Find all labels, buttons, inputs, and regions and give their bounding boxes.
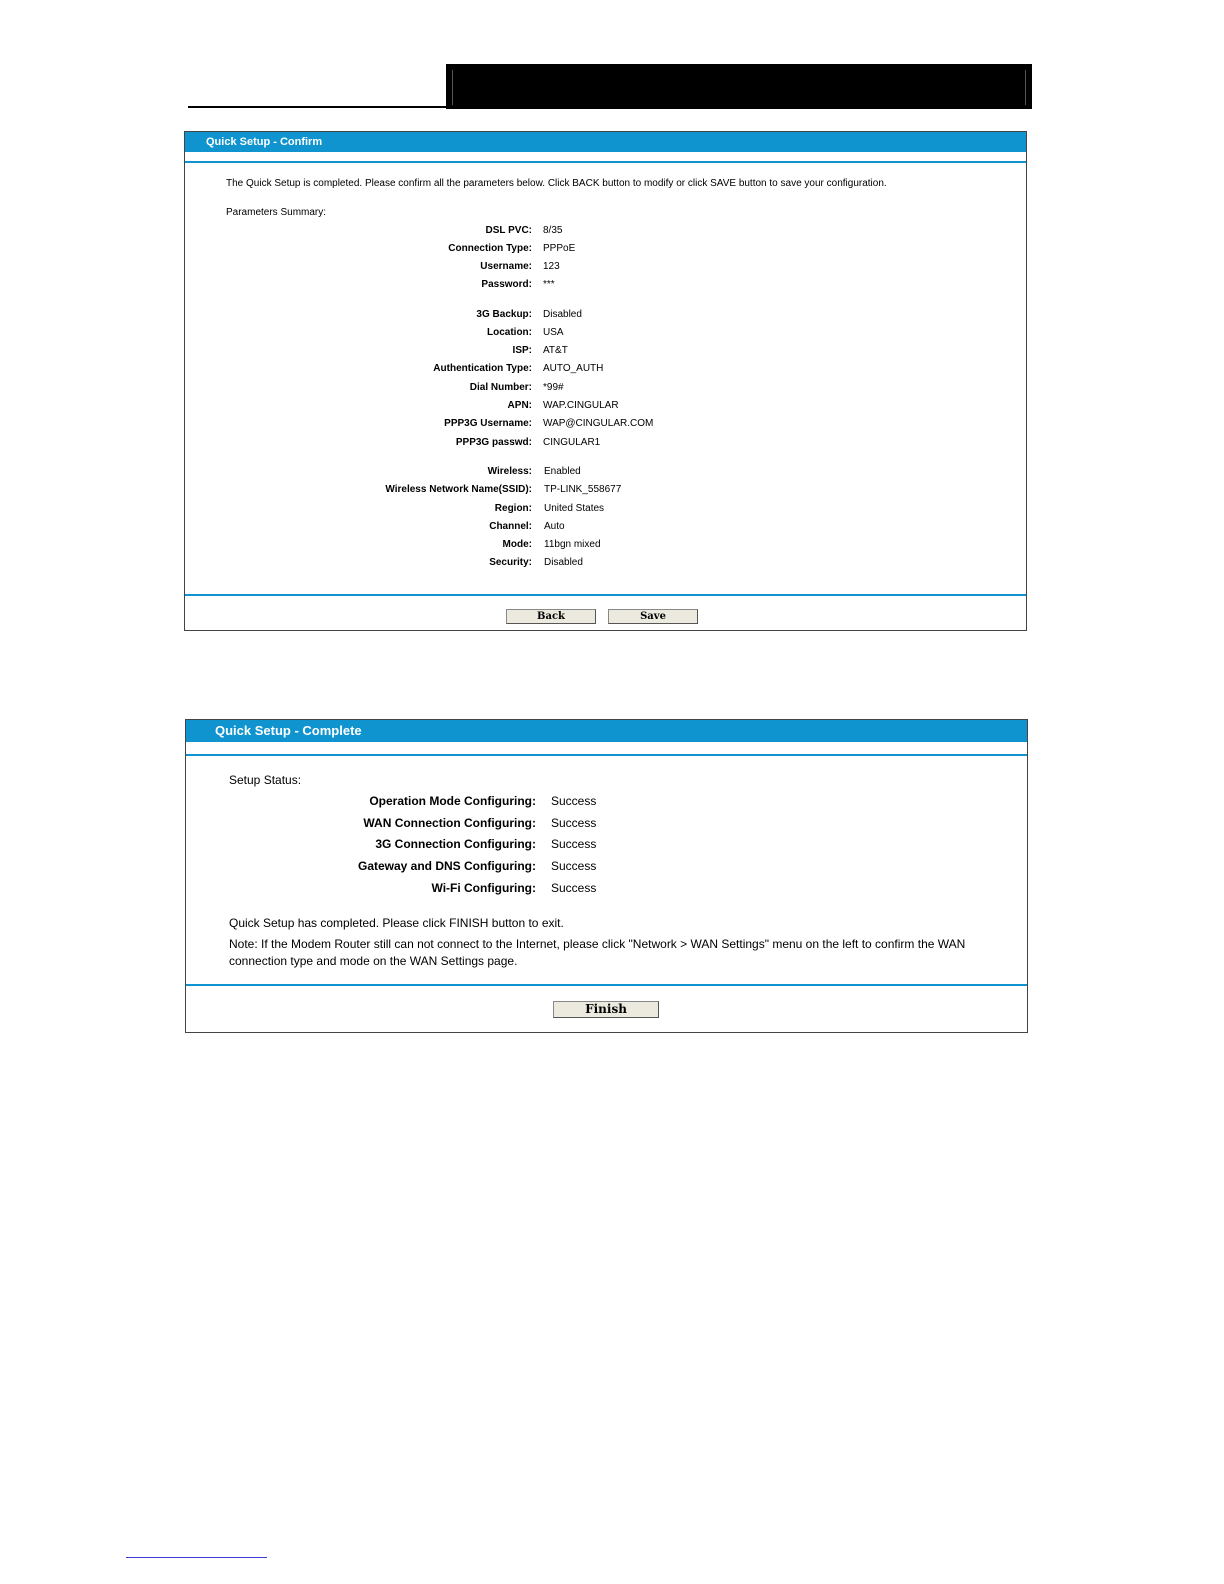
gateway-dns-status: Success	[551, 859, 597, 873]
region-label: Region:	[494, 503, 532, 514]
finish-button[interactable]: Finish	[553, 1001, 659, 1018]
dial-number-value: *99#	[543, 382, 564, 393]
ppp3g-username-value: WAP@CINGULAR.COM	[543, 418, 654, 429]
ppp3g-username-label: PPP3G Username:	[444, 418, 532, 429]
location-label: Location:	[487, 327, 532, 338]
3g-connection-label: 3G Connection Configuring:	[375, 837, 536, 851]
ssid-value: TP-LINK_558677	[544, 484, 622, 495]
username-value: 123	[543, 261, 560, 272]
note-line-2: connection type and mode on the WAN Settings page.	[229, 954, 518, 968]
security-value: Disabled	[544, 557, 583, 568]
header-bar	[446, 64, 1032, 109]
confirm-intro: The Quick Setup is completed. Please confirm all the parameters below. Click BACK button to modify or click SAVE button to save your configuration.	[226, 178, 887, 189]
password-value: ***	[543, 279, 555, 290]
ppp3g-passwd-label: PPP3G passwd:	[455, 437, 532, 448]
operation-mode-status: Success	[551, 794, 597, 808]
security-label: Security:	[489, 557, 532, 568]
isp-value: AT&T	[543, 345, 568, 356]
wireless-label: Wireless:	[487, 466, 532, 477]
dial-number-label: Dial Number:	[469, 382, 532, 393]
3g-backup-label: 3G Backup:	[476, 309, 532, 320]
authentication-type-value: AUTO_AUTH	[543, 363, 604, 374]
channel-label: Channel:	[489, 521, 532, 532]
channel-value: Auto	[544, 521, 565, 532]
mode-value: 11bgn mixed	[544, 539, 601, 550]
mode-label: Mode:	[502, 539, 532, 550]
quick-setup-complete-panel	[185, 719, 1028, 1033]
confirm-title: Quick Setup - Confirm	[185, 132, 1026, 152]
password-label: Password:	[481, 279, 532, 290]
wan-connection-label: WAN Connection Configuring:	[363, 816, 536, 830]
dsl-pvc-label: DSL PVC:	[485, 225, 532, 236]
setup-status-heading: Setup Status:	[229, 773, 302, 787]
apn-value: WAP.CINGULAR	[543, 400, 619, 411]
note-line-1: Note: If the Modem Router still can not connect to the Internet, please click "Network > WAN Settings" menu on the left to confirm the WAN	[229, 937, 966, 951]
completed-message: Quick Setup has completed. Please click FINISH button to exit.	[229, 916, 564, 930]
confirm-top-rule	[185, 161, 1026, 163]
apn-label: APN:	[507, 400, 532, 411]
back-button[interactable]: Back	[506, 609, 596, 624]
parameters-summary-heading: Parameters Summary:	[226, 207, 327, 218]
wifi-status: Success	[551, 881, 597, 895]
wan-connection-status: Success	[551, 816, 597, 830]
complete-title: Quick Setup - Complete	[186, 720, 1027, 742]
header-rule	[188, 106, 450, 108]
location-value: USA	[543, 327, 564, 338]
isp-label: ISP:	[512, 345, 532, 356]
gateway-dns-label: Gateway and DNS Configuring:	[357, 859, 536, 873]
3g-backup-value: Disabled	[543, 309, 582, 320]
operation-mode-label: Operation Mode Configuring:	[369, 794, 536, 808]
complete-top-rule	[186, 754, 1027, 756]
authentication-type-label: Authentication Type:	[433, 363, 532, 374]
quick-setup-confirm-panel	[184, 131, 1027, 631]
save-button[interactable]: Save	[608, 609, 698, 624]
wifi-label: Wi-Fi Configuring:	[431, 881, 536, 895]
3g-connection-status: Success	[551, 837, 597, 851]
connection-type-value: PPPoE	[543, 243, 576, 254]
complete-bottom-rule	[186, 984, 1027, 986]
dsl-pvc-value: 8/35	[543, 225, 563, 236]
username-label: Username:	[480, 261, 532, 272]
wireless-value: Enabled	[544, 466, 581, 477]
region-value: United States	[544, 503, 605, 514]
footer-link-underline	[126, 1557, 267, 1558]
connection-type-label: Connection Type:	[448, 243, 532, 254]
ssid-label: Wireless Network Name(SSID):	[385, 484, 532, 495]
confirm-bottom-rule	[185, 594, 1026, 596]
ppp3g-passwd-value: CINGULAR1	[543, 437, 601, 448]
